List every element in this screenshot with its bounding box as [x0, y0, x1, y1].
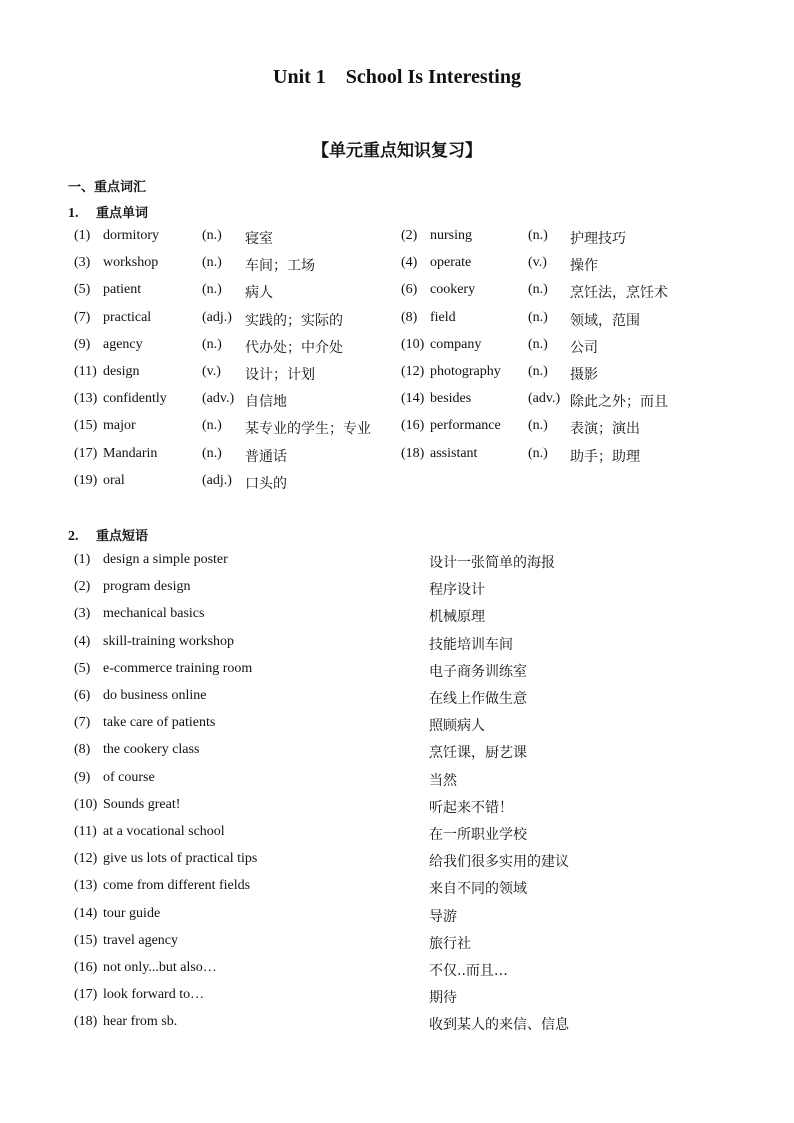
entry-number: (6) — [74, 688, 91, 703]
entry-phrase: mechanical basics — [103, 606, 205, 622]
entry-number: (2) — [401, 228, 418, 243]
entry-meaning: 助手；助理 — [570, 448, 640, 465]
entry-translation: 来自不同的领域 — [429, 881, 527, 898]
phrase-entry — [0, 770, 794, 790]
entry-part-of-speech: (adj.) — [202, 309, 232, 325]
entry-word: patient — [103, 282, 142, 298]
subsection-words-heading — [68, 202, 148, 222]
entry-part-of-speech: (adv.) — [528, 391, 561, 407]
entry-meaning: 摄影 — [570, 367, 598, 383]
entry-word: photography — [430, 364, 501, 379]
entry-translation: 照顾病人 — [429, 718, 485, 735]
entry-number: (2) — [74, 579, 91, 595]
entry-part-of-speech: (n.) — [202, 445, 222, 461]
entry-phrase: e-commerce training room — [103, 660, 253, 676]
entry-phrase: travel agency — [103, 932, 179, 948]
section-vocabulary-heading: 一、重点词汇 — [68, 180, 147, 195]
phrase-entry — [0, 742, 794, 762]
entry-part-of-speech: (adj.) — [202, 472, 232, 488]
entry-number: (9) — [74, 769, 91, 785]
entry-number: (13) — [74, 391, 98, 407]
entry-word: practical — [103, 309, 152, 325]
subsection-number: 1. — [68, 206, 79, 221]
entry-part-of-speech: (n.) — [528, 309, 548, 325]
entry-phrase: give us lots of practical tips — [103, 851, 258, 867]
entry-meaning: 护理技巧 — [570, 231, 626, 247]
entry-translation: 旅行社 — [429, 935, 471, 952]
entry-word: besides — [430, 391, 472, 407]
entry-translation: 烹饪课，厨艺课 — [429, 745, 527, 762]
entry-number: (3) — [74, 606, 91, 622]
entry-translation: 期待 — [429, 990, 457, 1007]
word-entry — [0, 255, 794, 275]
entry-number: (13) — [74, 878, 98, 894]
phrase-entry — [0, 797, 794, 817]
entry-part-of-speech: (n.) — [202, 282, 222, 298]
subsection-label: 重点单词 — [96, 206, 149, 221]
subsection-label: 重点短语 — [96, 529, 149, 544]
phrase-entry — [0, 552, 794, 572]
entry-meaning: 领域，范围 — [570, 312, 640, 329]
entry-part-of-speech: (n.) — [528, 228, 548, 243]
phrase-entry — [0, 960, 794, 980]
entry-number: (15) — [74, 418, 98, 434]
entry-meaning: 病人 — [245, 285, 273, 302]
entry-translation: 听起来不错！ — [429, 799, 513, 816]
entry-phrase: design a simple poster — [103, 552, 228, 567]
entry-word: company — [430, 336, 482, 352]
entry-number: (4) — [401, 255, 418, 271]
entry-number: (6) — [401, 282, 418, 298]
entry-number: (16) — [401, 418, 425, 434]
entry-number: (18) — [401, 445, 425, 461]
entry-phrase: the cookery class — [103, 742, 200, 758]
entry-phrase: do business online — [103, 688, 207, 703]
entry-part-of-speech: (n.) — [528, 445, 548, 461]
entry-number: (5) — [74, 660, 91, 676]
entry-number: (14) — [401, 391, 425, 407]
entry-number: (19) — [74, 472, 98, 488]
entry-word: operate — [430, 255, 472, 271]
entry-part-of-speech: (n.) — [528, 418, 548, 434]
phrase-entry — [0, 634, 794, 654]
entry-number: (17) — [74, 445, 98, 461]
word-entry — [0, 282, 794, 302]
entry-number: (4) — [74, 633, 91, 649]
page-title: Unit 1 School Is Interesting — [273, 66, 521, 88]
entry-meaning: 表演；演出 — [570, 421, 640, 438]
entry-phrase: take care of patients — [103, 715, 216, 731]
entry-phrase: of course — [103, 769, 155, 785]
entry-word: agency — [103, 336, 143, 352]
word-entry — [0, 391, 794, 411]
entry-translation: 设计一张简单的海报 — [429, 555, 555, 571]
entry-meaning: 操作 — [570, 258, 598, 275]
entry-word: performance — [430, 418, 501, 434]
entry-word: major — [103, 418, 136, 434]
entry-number: (17) — [74, 987, 98, 1003]
entry-translation: 不仅..而且… — [429, 963, 508, 979]
review-heading: 【单元重点知识复习】 — [312, 141, 482, 161]
entry-translation: 收到某人的来信、信息 — [429, 1017, 569, 1034]
entry-part-of-speech: (n.) — [528, 282, 548, 298]
entry-phrase: at a vocational school — [103, 824, 225, 839]
entry-meaning: 车间；工场 — [245, 258, 315, 275]
entry-translation: 在一所职业学校 — [429, 827, 527, 843]
entry-number: (1) — [74, 228, 91, 243]
entry-number: (18) — [74, 1014, 98, 1030]
entry-word: dormitory — [103, 228, 159, 243]
phrase-entry — [0, 606, 794, 626]
word-entry — [0, 337, 794, 357]
entry-number: (11) — [74, 824, 97, 839]
phrase-entry — [0, 851, 794, 871]
entry-word: confidently — [103, 391, 167, 407]
entry-translation: 当然 — [429, 772, 457, 789]
entry-number: (14) — [74, 905, 98, 921]
entry-number: (12) — [74, 851, 98, 867]
entry-number: (8) — [74, 742, 91, 758]
entry-translation: 技能培训车间 — [429, 636, 513, 653]
entry-number: (8) — [401, 309, 418, 325]
entry-number: (15) — [74, 932, 98, 948]
word-entry — [0, 446, 794, 466]
word-entry — [0, 364, 794, 384]
entry-number: (12) — [401, 364, 425, 379]
phrase-entry — [0, 1014, 794, 1034]
word-entry — [0, 418, 794, 438]
entry-number: (11) — [74, 364, 97, 379]
entry-word: Mandarin — [103, 445, 158, 461]
entry-phrase: hear from sb. — [103, 1014, 178, 1030]
entry-phrase: tour guide — [103, 905, 161, 921]
entry-meaning: 除此之外；而且 — [570, 394, 668, 411]
entry-word: assistant — [430, 445, 478, 461]
entry-part-of-speech: (n.) — [202, 336, 222, 352]
entry-meaning: 实践的；实际的 — [245, 312, 343, 329]
entry-part-of-speech: (adv.) — [202, 391, 235, 407]
entry-number: (3) — [74, 255, 91, 271]
entry-number: (7) — [74, 309, 91, 325]
entry-translation: 给我们很多实用的建议 — [429, 854, 569, 871]
entry-part-of-speech: (v.) — [528, 255, 547, 271]
entry-translation: 电子商务训练室 — [429, 663, 527, 680]
entry-number: (7) — [74, 715, 91, 731]
entry-translation: 机械原理 — [429, 609, 485, 626]
phrase-entry — [0, 906, 794, 926]
entry-number: (10) — [401, 336, 425, 352]
subsection-phrases-heading — [68, 525, 148, 545]
entry-number: (9) — [74, 336, 91, 352]
entry-meaning: 公司 — [570, 339, 598, 356]
entry-part-of-speech: (n.) — [528, 336, 548, 352]
entry-word: cookery — [430, 282, 476, 298]
phrase-entry — [0, 579, 794, 599]
entry-meaning: 口头的 — [245, 475, 287, 492]
entry-meaning: 代办处；中介处 — [245, 339, 343, 356]
phrase-entry — [0, 824, 794, 844]
word-entry — [0, 473, 794, 493]
entry-word: nursing — [430, 228, 472, 243]
entry-meaning: 某专业的学生；专业 — [245, 421, 371, 438]
phrase-entry — [0, 688, 794, 708]
entry-word: workshop — [103, 255, 159, 271]
phrase-entry — [0, 987, 794, 1007]
phrase-entry — [0, 661, 794, 681]
word-entry — [0, 228, 794, 248]
entry-translation: 程序设计 — [429, 582, 485, 599]
subsection-number: 2. — [68, 529, 79, 544]
entry-number: (1) — [74, 552, 91, 567]
entry-part-of-speech: (n.) — [528, 364, 548, 379]
entry-meaning: 设计；计划 — [245, 367, 315, 383]
entry-translation: 导游 — [429, 908, 457, 925]
entry-part-of-speech: (n.) — [202, 255, 222, 271]
entry-part-of-speech: (n.) — [202, 418, 222, 434]
phrase-entry — [0, 933, 794, 953]
entry-phrase: not only...but also… — [103, 960, 217, 975]
entry-part-of-speech: (v.) — [202, 364, 221, 379]
word-entry — [0, 310, 794, 330]
entry-phrase: look forward to… — [103, 987, 205, 1003]
phrase-entry — [0, 715, 794, 735]
entry-word: field — [430, 309, 456, 325]
entry-phrase: come from different fields — [103, 878, 251, 894]
entry-phrase: skill-training workshop — [103, 633, 235, 649]
entry-part-of-speech: (n.) — [202, 228, 222, 243]
entry-number: (10) — [74, 796, 98, 812]
entry-number: (16) — [74, 960, 98, 975]
entry-phrase: program design — [103, 579, 191, 595]
entry-translation: 在线上作做生意 — [429, 691, 527, 707]
entry-meaning: 寝室 — [245, 231, 273, 247]
entry-number: (5) — [74, 282, 91, 298]
phrase-entry — [0, 878, 794, 898]
entry-phrase: Sounds great! — [103, 796, 181, 812]
entry-meaning: 自信地 — [245, 394, 287, 411]
entry-meaning: 普通话 — [245, 448, 287, 465]
entry-word: design — [103, 364, 140, 379]
entry-word: oral — [103, 472, 125, 488]
entry-meaning: 烹饪法，烹饪术 — [570, 285, 668, 302]
